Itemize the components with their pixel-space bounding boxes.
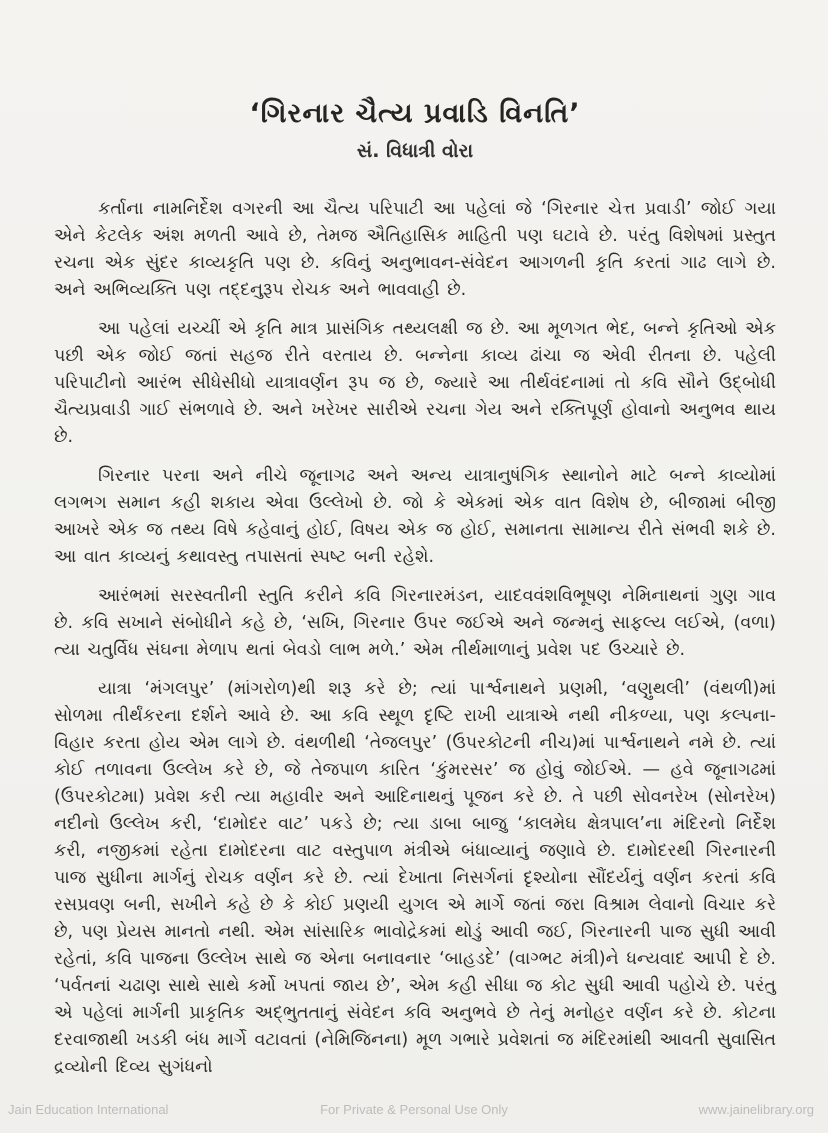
- paragraph: ગિરનાર પરના અને નીચે જૂનાગઢ અને અન્ય યાત્રાનુષંગિક સ્થાનોને માટે બન્ને કાવ્યોમાં લગભગ સમાન કહી શકાય એવા ઉલ્લેખો છે. જો કે એકમાં એક વાત વિશેષ છે, બીજામાં બીજી આખરે એક જ તથ્ય વિષે કહેવાનું હોઈ, વિષય એક જ હોઈ, સમાનતા સામાન્ય રીતે સંભવી શકે છે. આ વાત કાવ્યનું કથાવસ્તુ તપાસતાં સ્પષ્ટ બની રહેશે.: [54, 466, 776, 567]
- paragraph: કર્તાના નામનિર્દેશ વગરની આ ચૈત્ય પરિપાટી આ પહેલાં જે ‘ગિરનાર ચેત્ત પ્રવાડી’ જોઈ ગયા એને કેટલેક અંશ મળતી આવે છે, તેમજ ઐતિહાસિક માહિતી પણ ઘટાવે છે. પરંતુ વિશેષમાં પ્રસ્તુત રચના એક સુંદર કાવ્યકૃતિ પણ છે. કવિનું અનુભાવન-સંવેદન આગળની કૃતિ કરતાં ગાઢ લાગે છે. અને અભિવ્યક્તિ પણ તદ્દનુરૂપ રોચક અને ભાવવાહી છે.: [54, 199, 776, 300]
- scan-footer: [0, 1102, 828, 1117]
- footer-publisher: Jain Education International: [8, 1102, 169, 1117]
- body-text: [54, 196, 776, 1081]
- page-title: ‘ગિરનાર ચૈત્ય પ્રવાડિ વિનતિ’: [249, 98, 581, 129]
- text-block: [54, 98, 776, 1093]
- footer-usage-note: For Private & Personal Use Only: [320, 1102, 508, 1117]
- footer-website: www.jainelibrary.org: [698, 1102, 814, 1117]
- editor-byline: સં. વિધાત્રી વોરા: [356, 140, 474, 162]
- paragraph: યાત્રા ‘મંગલપુર’ (માંગરોળ)થી શરૂ કરે છે; ત્યાં પાર્શ્વનાથને પ્રણમી, ‘વણુથલી’ (વંથળી)માં સોળમા તીર્થંકરના દર્શને આવે છે. આ કવિ સ્થૂળ દૃષ્ટિ રાખી યાત્રાએ નથી નીકળ્યા, પણ કલ્પના-વિહાર કરતા હોય એમ લાગે છે. વંથળીથી ‘તેજલપુર’ (ઉપરકોટની નીચ)માં પાર્શ્વનાથને નમે છે. ત્યાં કોઈ તળાવના ઉલ્લેખ કરે છે, જે તેજપાળ કારિત ‘કુંમરસર’ જ હોવું જોઈએ. — હવે જૂનાગઢમાં (ઉપરકોટમા) પ્રવેશ કરી ત્યા મહાવીર અને આદિનાથનું પૂજન કરે છે. તે પછી સોવનરેખ (સોનરેખ) નદીનો ઉલ્લેખ કરી, ‘દામોદર વાટ’ પકડે છે; ત્યા ડાબા બાજુ ‘કાલમેઘ ક્ષેત્રપાલ’ના મંદિરનો નિર્દેશ કરી, નજીકમાં રહેતા દામોદરના વાટ વસ્તુપાળ મંત્રીએ બંધાવ્યાનું જણાવે છે. દામોદરથી ગિરનારની પાજ સુધીના માર્ગનું રોચક વર્ણન કરે છે. ત્યાં દેખાતા નિસર્ગનાં દૃશ્યોના સૌંદર્યનું વર્ણન કરતાં કવિ રસપ્રવણ બની, સખીને કહે છે કે કોઈ પ્રણયી યુગલ એ માર્ગે જતાં જરા વિશ્રામ લેવાનો વિચાર કરે છે, પણ પ્રેયસ માનતો નથી. એમ સાંસારિક ભાવોદ્રેકમાં થોડું આવી જઈ, ગિરનારની પાજ સુધી આવી રહેતાં, કવિ પાજના ઉલ્લેખ સાથે જ એના બનાવનાર ‘બાહડદે’ (વાગ્ભટ મંત્રી)ને ધન્યવાદ આપી દે છે. ‘પર્વતનાં ચઢાણ સાથે સાથે કર્મો ખપતાં જાય છે’, એમ કહી સીધા જ કોટ સુધી આવી પહોચે છે. પરંતુ એ પહેલાં માર્ગની પ્રાકૃતિક અદ્ભુતતાનું સંવેદન કવિ અનુભવે છે તેનું મનોહર વર્ણન કરે છે. કોટના દરવાજાથી ખડકી બંધ માર્ગે વટાવતાં (નેમિજિનના) મૂળ ગભારે પ્રવેશતાં જ મંદિરમાંથી આવતી સુવાસિત દ્રવ્યોની દિવ્ય સુગંધનો: [54, 679, 776, 1077]
- paragraph: આરંભમાં સરસ્વતીની સ્તુતિ કરીને કવિ ગિરનારમંડન, યાદવવંશવિભૂષણ નેમિનાથનાં ગુણ ગાવ છે. કવિ સખાને સંબોધીને કહે છે, ‘સખિ, ગિરનાર ઉપર જઈએ અને જન્મનું સાફલ્ય લઈએ, (વળા) ત્યા ચતુર્વિધ સંઘના મેળાપ થતાં બેવડો લાભ મળે.’ એમ તીર્થમાળાનું પ્રવેશ પદ ઉચ્ચારે છે.: [54, 586, 776, 660]
- paragraph: આ પહેલાં યચ્ચીં એ કૃતિ માત્ર પ્રાસંગિક તથ્યલક્ષી જ છે. આ મૂળગત ભેદ, બન્ને કૃતિઓ એક પછી એક જોઈ જતાં સહજ રીતે વરતાય છે. બન્નેના કાવ્ય ઢાંચા જ એવી રીતના છે. પહેલી પરિપાટીનો આરંભ સીધેસીધો યાત્રાવર્ણન રૂપ જ છે, જ્યારે આ તીર્થવંદનામાં તો કવિ સૌને ઉદ્બોધી ચૈત્યપ્રવાડી ગાઈ સંભળાવે છે. અને ખરેખર સારીએ રચના ગેય અને રક્તિપૂર્ણ હોવાનો અનુભવ થાય છે.: [54, 319, 776, 447]
